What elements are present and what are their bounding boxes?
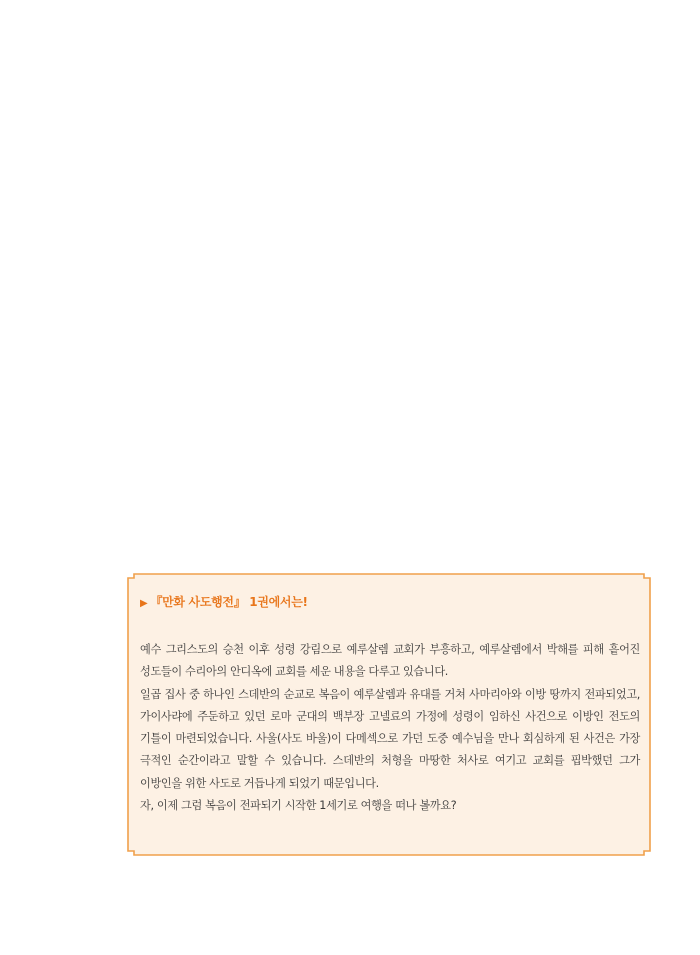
body-paragraph: 일곱 집사 중 하나인 스데반의 순교로 복음이 예루살렘과 유대를 거쳐 사마리아와 이방 땅까지 전파되었고, 가이사랴에 주둔하고 있던 로마 군대의 백부장 고넬료의 가정에 성령이 임하신 사건으로 이방인 전도의 기틀이 마련되었습니다. 사울(사도 바울)이 다메섹으로 가던 도중 예수님을 만나 회심하게 된 사건은 가장 극적인 순간이라고 말할 수 있습니다. 스데반의 처형을 마땅한 처사로 여기고 교회를 핍박했던 그가 이방인을 위한 사도로 거듭나게 되었기 때문입니다.: [140, 687, 640, 790]
box-heading: [140, 593, 640, 611]
body-paragraph: 자, 이제 그럼 복음이 전파되기 시작한 1세기로 여행을 떠나 볼까요?: [140, 799, 457, 813]
box-body: [140, 639, 640, 817]
play-arrow-icon: ▶: [140, 598, 148, 609]
info-box: [126, 573, 652, 856]
box-content: [140, 593, 640, 817]
box-heading-text: 『만화 사도행전』 1권에서는!: [150, 595, 308, 609]
body-paragraph: 예수 그리스도의 승천 이후 성령 강림으로 예루살렘 교회가 부흥하고, 예루살렘에서 박해를 피해 흩어진 성도들이 수리아의 안디옥에 교회를 세운 내용을 다루고 있습니다.: [140, 643, 640, 679]
